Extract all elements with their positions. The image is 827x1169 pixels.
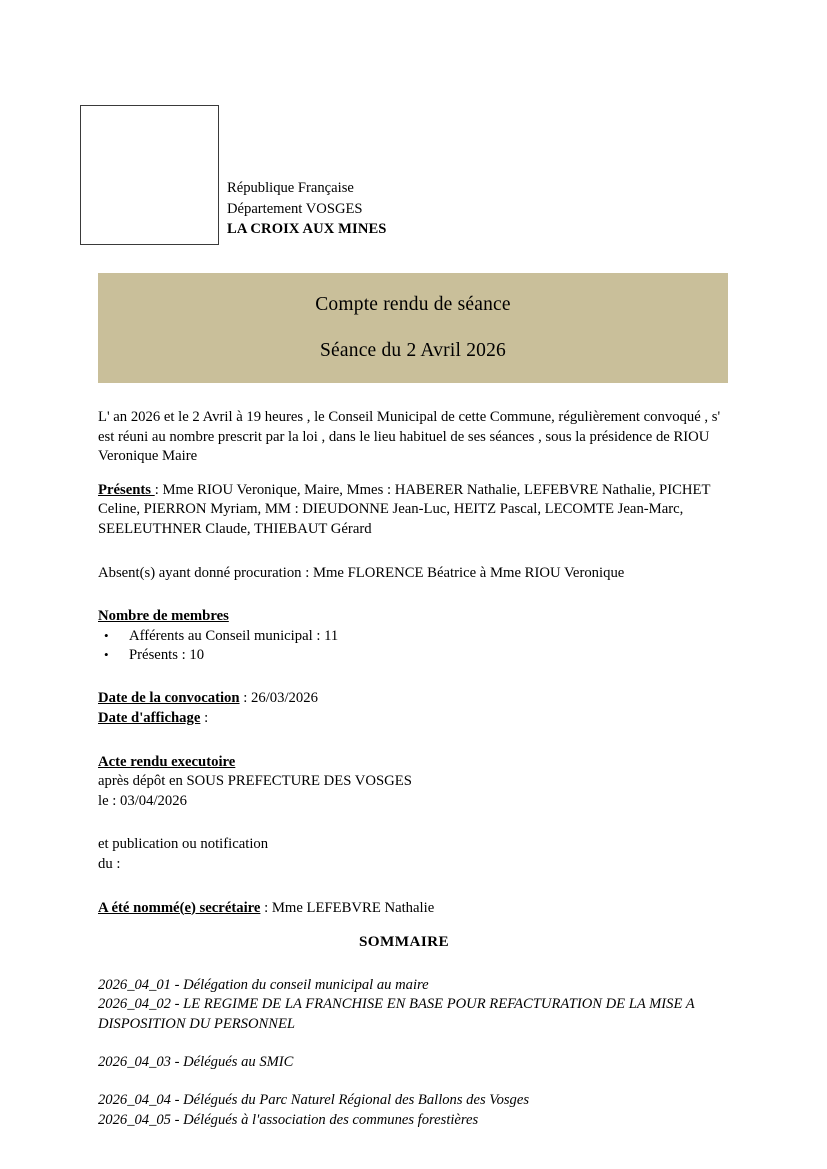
commune-logo-placeholder <box>80 105 219 245</box>
acte-heading: Acte rendu executoire <box>98 753 236 770</box>
acte-deposit-line: après dépôt en SOUS PREFECTURE DES VOSGES <box>98 773 412 790</box>
secretary-line <box>98 899 732 919</box>
affichage-separator: : <box>200 709 209 726</box>
sommaire-item: 2026_04_02 - LE REGIME DE LA FRANCHISE EN BASE POUR REFACTURATION DE LA MISE A DISPOSITION DU PERSONNEL <box>98 996 695 1032</box>
letterhead-text-block <box>227 178 387 240</box>
department-line: Département VOSGES <box>227 200 363 217</box>
sommaire-item: 2026_04_05 - Délégués à l'association des communes forestières <box>98 1111 479 1128</box>
presents-value: Mme RIOU Veronique, Maire, Mmes : HABERER Nathalie, LEFEBVRE Nathalie, PICHET Celine, PIERRON Myriam, MM : DIEUDONNE Jean-Luc, HEITZ Pascal, LECOMTE Jean-Marc, SEELEUTHNER Claude, THIEBAUT Gérard <box>98 481 711 537</box>
sommaire-item: 2026_04_04 - Délégués du Parc Naturel Régional des Ballons des Vosges <box>98 1092 529 1109</box>
convocation-value: 26/03/2026 <box>251 690 318 707</box>
affichage-label: Date d'affichage <box>98 709 201 726</box>
commune-line: LA CROIX AUX MINES <box>227 221 387 237</box>
members-list <box>98 627 732 666</box>
banner-session-date: Séance du 2 Avril 2026 <box>319 340 506 361</box>
sommaire-heading: SOMMAIRE <box>358 933 450 951</box>
convocation-separator: : <box>239 690 251 707</box>
secretary-separator: : <box>260 899 272 916</box>
presents-paragraph <box>98 481 732 540</box>
document-body <box>98 408 732 1130</box>
banner-title: Compte rendu de séance <box>315 294 511 315</box>
secretary-value: Mme LEFEBVRE Nathalie <box>271 899 435 916</box>
publication-line-1: et publication ou notification <box>98 836 269 853</box>
convocation-label: Date de la convocation <box>98 690 240 707</box>
convocation-line <box>98 689 732 709</box>
acte-date-line: le : 03/04/2026 <box>98 792 187 809</box>
sommaire-item: 2026_04_03 - Délégués au SMIC <box>98 1053 294 1070</box>
affichage-line <box>98 709 732 729</box>
presents-separator: : <box>154 481 163 498</box>
republic-line: République Française <box>227 180 354 196</box>
publication-line-2: du : <box>98 855 121 872</box>
absent-proxy-paragraph: Absent(s) ayant donné procuration : Mme FLORENCE Béatrice à Mme RIOU Veronique <box>98 564 625 581</box>
presents-label: Présents <box>98 481 155 498</box>
sommaire-list <box>98 976 732 1130</box>
list-item: • Présents : 10 <box>98 646 732 665</box>
letterhead <box>80 105 730 247</box>
sommaire-item: 2026_04_01 - Délégation du conseil municipal au maire <box>98 976 429 993</box>
title-banner <box>98 273 728 383</box>
secretary-label: A été nommé(e) secrétaire <box>98 899 261 916</box>
opening-paragraph: L' an 2026 et le 2 Avril à 19 heures , le Conseil Municipal de cette Commune, régulièrement convoqué , s' est réuni au nombre prescrit par la loi , dans le lieu habituel de ses séances , sous la présidence de RIOU Veronique Maire <box>98 409 721 465</box>
list-item: • Afférents au Conseil municipal : 11 <box>98 627 732 646</box>
members-heading: Nombre de membres <box>98 608 229 625</box>
